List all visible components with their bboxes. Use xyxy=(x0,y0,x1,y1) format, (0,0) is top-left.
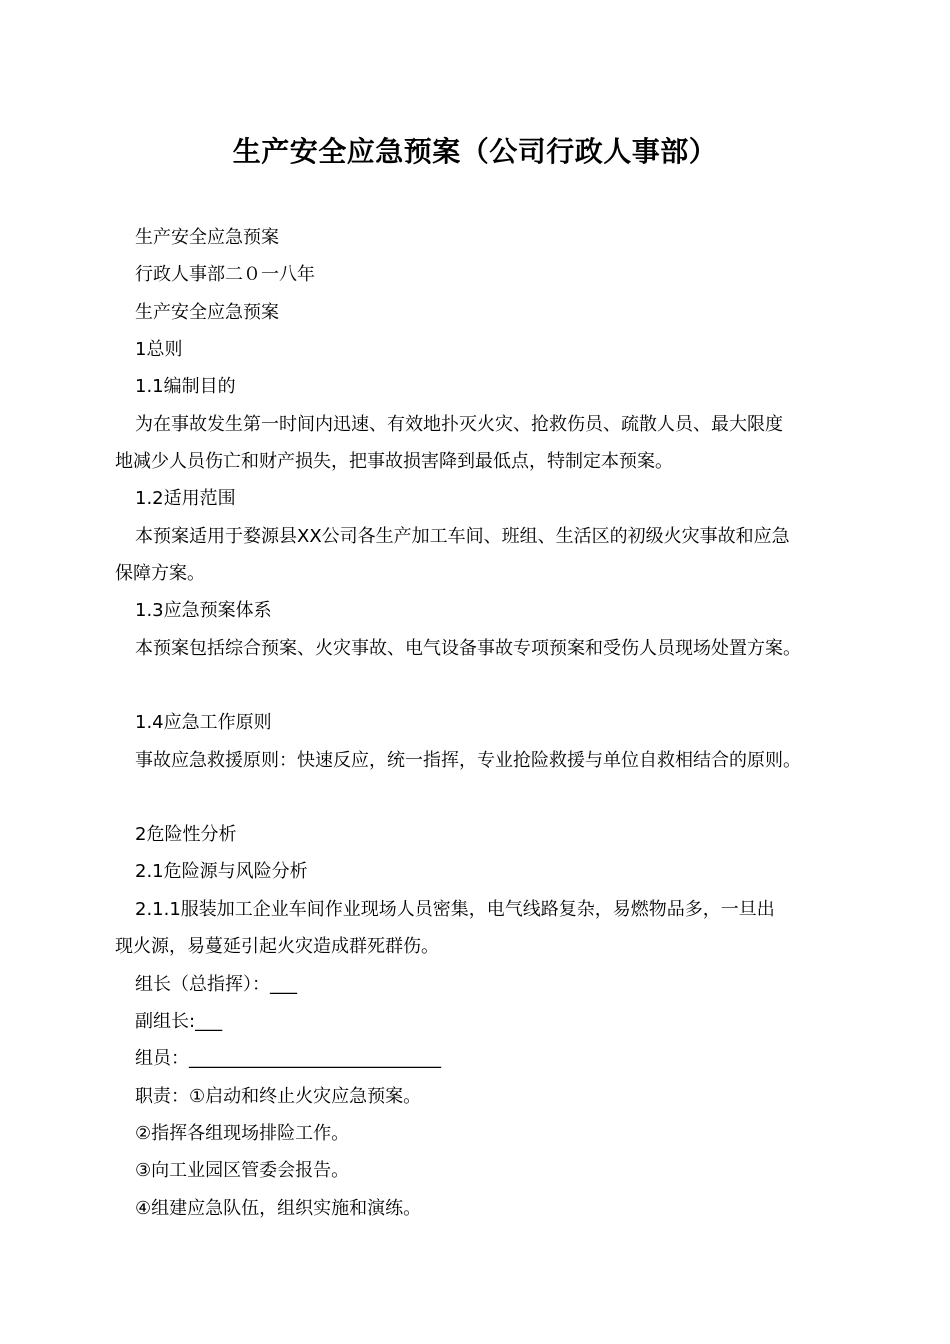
paragraph-system: 本预案包括综合预案、火灾事故、电气设备事故专项预案和受伤人员现场处置方案。 xyxy=(135,638,801,659)
duty-item-4: ④组建应急队伍，组织实施和演练。 xyxy=(135,1198,422,1219)
section-heading-hazard: 2.1危险源与风险分析 xyxy=(135,861,308,882)
section-heading-system: 1.3应急预案体系 xyxy=(135,600,272,621)
paragraph-principles: 事故应急救援原则：快速反应，统一指挥，专业抢险救援与单位自救相结合的原则。 xyxy=(135,750,801,771)
section-heading-risk: 2危险性分析 xyxy=(135,824,237,845)
doc-line-heading: 生产安全应急预案 xyxy=(135,302,279,323)
section-heading-purpose: 1.1编制目的 xyxy=(135,376,236,397)
section-heading-scope: 1.2适用范围 xyxy=(135,488,236,509)
duty-item-1: 职责：①启动和终止火灾应急预案。 xyxy=(135,1086,422,1107)
duty-item-3: ③向工业园区管委会报告。 xyxy=(135,1160,350,1181)
section-heading-principles: 1.4应急工作原则 xyxy=(135,712,272,733)
paragraph-hazard-line-2: 现火源，易蔓延引起火灾造成群死群伤。 xyxy=(115,936,439,957)
paragraph-hazard-line-1: 2.1.1服装加工企业车间作业现场人员密集，电气线路复杂，易燃物品多，一旦出 xyxy=(135,899,775,920)
document-title: 生产安全应急预案（公司行政人事部） xyxy=(232,135,718,168)
paragraph-purpose-line-1: 为在事故发生第一时间内迅速、有效地扑灭火灾、抢救伤员、疏散人员、最大限度 xyxy=(135,414,783,435)
field-members: 组员：____________________________ xyxy=(135,1048,441,1069)
paragraph-scope-line-1: 本预案适用于婺源县XX公司各生产加工车间、班组、生活区的初级火灾事故和应急 xyxy=(135,526,790,547)
doc-line-subtitle: 生产安全应急预案 xyxy=(135,227,279,248)
paragraph-purpose-line-2: 地减少人员伤亡和财产损失，把事故损害降到最低点，特制定本预案。 xyxy=(115,451,673,472)
duty-item-2: ②指挥各组现场排险工作。 xyxy=(135,1123,350,1144)
field-team-leader: 组长（总指挥）：___ xyxy=(135,974,297,995)
field-deputy-leader: 副组长:___ xyxy=(135,1011,223,1032)
section-heading-general: 1总则 xyxy=(135,339,183,360)
doc-line-department-year: 行政人事部二０一八年 xyxy=(135,264,315,285)
paragraph-scope-line-2: 保障方案。 xyxy=(115,563,205,584)
